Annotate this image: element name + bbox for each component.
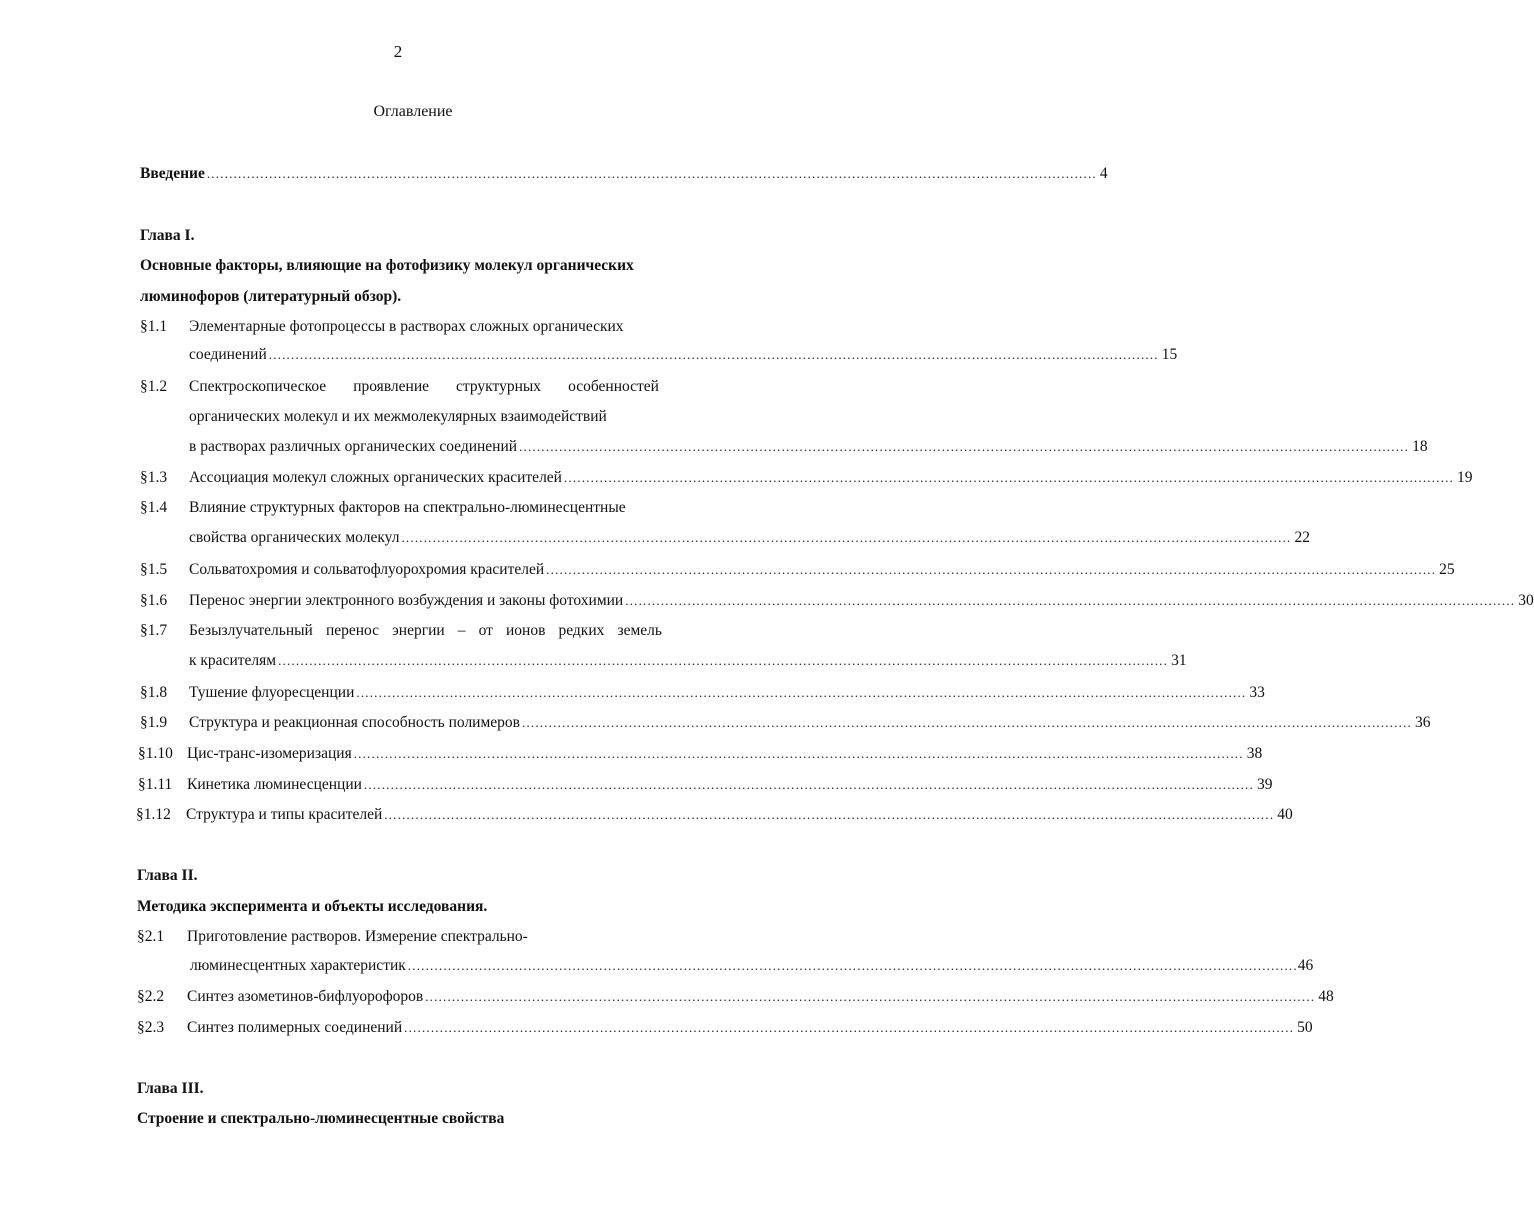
word: структурных xyxy=(456,378,542,395)
section-number: §1.3 xyxy=(140,469,168,486)
toc-entry-label: Введение xyxy=(140,165,205,182)
section-title-line1: Элементарные фотопроцессы в растворах сложных органических xyxy=(189,318,624,335)
toc-entry-1-5 xyxy=(189,561,1455,583)
toc-entry-page: 31 xyxy=(1171,652,1187,669)
section-number: §2.3 xyxy=(137,1019,165,1036)
section-number: §2.1 xyxy=(137,928,165,945)
word: Безызлучательный xyxy=(189,622,313,639)
section-number: §1.11 xyxy=(138,776,173,793)
toc-entry-page: 18 xyxy=(1412,438,1428,455)
toc-entry-1-10 xyxy=(187,745,1263,767)
toc-entry-2-2 xyxy=(187,988,1334,1010)
section-title: Кинетика люминесценции xyxy=(187,776,362,793)
toc-entry-page: 33 xyxy=(1249,684,1265,701)
toc-entry-1-3 xyxy=(189,469,1473,491)
toc-entry-page: 15 xyxy=(1161,346,1178,363)
toc-entry-1-12 xyxy=(186,806,1293,828)
word: – xyxy=(457,622,466,639)
toc-entry-1-2 xyxy=(189,438,1428,460)
leader-dots: ........................................................................................................................................................................................................ xyxy=(353,746,1244,761)
section-number: §1.2 xyxy=(140,378,168,395)
word: Спектроскопическое xyxy=(189,378,327,395)
chapter-3-heading: Глава III. xyxy=(137,1080,204,1097)
leader-dots: ........................................................................................................................................................................................................ xyxy=(278,653,1169,668)
section-title-line2: люминесцентных характеристик xyxy=(190,957,406,974)
toc-entry-1-7 xyxy=(189,652,1187,674)
chapter-1-title-line1: Основные факторы, влияющие на фотофизику молекул органических xyxy=(140,257,634,274)
section-number: §1.6 xyxy=(140,592,168,609)
word: энергии xyxy=(392,622,445,639)
leader-dots: ........................................................................................................................................................................................................ xyxy=(625,593,1516,608)
toc-entry-page: 25 xyxy=(1439,561,1455,578)
section-title: Сольватохромия и сольватофлуорохромия красителей xyxy=(189,561,545,578)
toc-entry-2-3 xyxy=(187,1019,1313,1041)
section-number: §1.5 xyxy=(140,561,168,578)
leader-dots: ........................................................................................................................................................................................................ xyxy=(268,347,1159,362)
leader-dots: ........................................................................................................................................................................................................ xyxy=(356,685,1247,700)
word: особенностей xyxy=(568,378,659,395)
chapter-1-heading: Глава I. xyxy=(140,227,195,244)
page-number: 2 xyxy=(393,42,403,61)
section-title-line2: свойства органических молекул xyxy=(189,529,400,546)
leader-dots: ........................................................................................................................................................................................................ xyxy=(522,715,1412,730)
toc-entry-page: 39 xyxy=(1256,776,1273,793)
leader-dots: ........................................................................................................................................................................................................ xyxy=(546,562,1437,577)
leader-dots: ........................................................................................................................................................................................................ xyxy=(384,807,1275,822)
chapter-1-title-line2: люминофоров (литературный обзор). xyxy=(140,288,402,305)
section-title: Цис-транс-изомеризация xyxy=(187,745,352,762)
section-title-line1 xyxy=(189,378,659,396)
section-title-line3: в растворах различных органических соединений xyxy=(189,438,518,455)
toc-entry-page: 40 xyxy=(1277,806,1293,823)
leader-dots: ........................................................................................................................................................................................................ xyxy=(519,439,1410,454)
leader-dots: ........................................................................................................................................................................................................ xyxy=(401,530,1292,545)
word: перенос xyxy=(325,622,380,639)
section-title-line2: к красителям xyxy=(189,652,277,669)
toc-entry-page: 19 xyxy=(1456,469,1473,486)
section-title-line1: Влияние структурных факторов на спектрально-люминесцентные xyxy=(189,499,626,516)
section-title: Перенос энергии электронного возбуждения и законы фотохимии xyxy=(189,592,624,609)
word: проявление xyxy=(353,378,430,395)
chapter-2-heading: Глава II. xyxy=(137,867,198,884)
word: ионов xyxy=(505,622,546,639)
word: редких xyxy=(558,622,605,639)
section-number: §1.9 xyxy=(140,714,168,731)
toc-entry-1-11 xyxy=(187,776,1273,798)
section-number: §1.4 xyxy=(140,499,168,516)
section-number: §1.12 xyxy=(136,806,171,823)
toc-entry-page: 30 xyxy=(1518,592,1534,609)
toc-entry-page: 38 xyxy=(1246,745,1263,762)
section-title-line1 xyxy=(189,622,662,640)
toc-entry-1-9 xyxy=(189,714,1431,736)
toc-entry-1-6 xyxy=(189,592,1534,614)
section-title: Ассоциация молекул сложных органических красителей xyxy=(189,469,562,486)
toc-entry-page: 48 xyxy=(1318,988,1334,1005)
toc-entry-1-4 xyxy=(189,529,1310,551)
toc-entry-2-1 xyxy=(190,957,1314,979)
word: от xyxy=(478,622,493,639)
section-title: Структура и типы красителей xyxy=(186,806,383,823)
toc-title: Оглавление xyxy=(373,103,453,120)
section-title-line1: Приготовление растворов. Измерение спектрально- xyxy=(187,928,528,945)
section-number: §1.1 xyxy=(140,318,168,335)
section-title-line2: органических молекул и их межмолекулярных взаимодействий xyxy=(189,408,607,425)
leader-dots: ........................................................................................................................................................................................................ xyxy=(404,1020,1295,1035)
toc-entry-page: 22 xyxy=(1294,529,1310,546)
leader-dots: ........................................................................................................................................................................................................ xyxy=(563,470,1454,485)
leader-dots: ........................................................................................................................................................................................................ xyxy=(407,958,1298,973)
section-title: Синтез азометинов-бифлуорофоров xyxy=(187,988,424,1005)
word: земель xyxy=(617,622,662,639)
toc-entry-1-8 xyxy=(189,684,1265,706)
toc-entry-page: 36 xyxy=(1415,714,1431,731)
chapter-2-title: Методика эксперимента и объекты исследования. xyxy=(137,898,488,915)
section-number: §1.7 xyxy=(140,622,168,639)
section-number: §1.8 xyxy=(140,684,168,701)
chapter-3-title: Строение и спектрально-люминесцентные свойства xyxy=(137,1110,505,1127)
toc-entry-page: 4 xyxy=(1099,165,1108,182)
section-number: §1.10 xyxy=(138,745,173,762)
toc-entry-page: 46 xyxy=(1297,957,1314,974)
section-number: §2.2 xyxy=(137,988,165,1005)
section-title: Тушение флуоресценции xyxy=(189,684,355,701)
toc-entry-page: 50 xyxy=(1297,1019,1313,1036)
toc-entry-introduction xyxy=(140,165,1108,187)
section-title: Структура и реакционная способность полимеров xyxy=(189,714,520,731)
leader-dots: ........................................................................................................................................................................................................ xyxy=(206,166,1097,181)
section-title-line2: соединений xyxy=(189,346,267,363)
leader-dots: ........................................................................................................................................................................................................ xyxy=(363,777,1254,792)
leader-dots: ........................................................................................................................................................................................................ xyxy=(425,989,1316,1004)
section-title: Синтез полимерных соединений xyxy=(187,1019,403,1036)
toc-entry-1-1 xyxy=(189,346,1178,368)
